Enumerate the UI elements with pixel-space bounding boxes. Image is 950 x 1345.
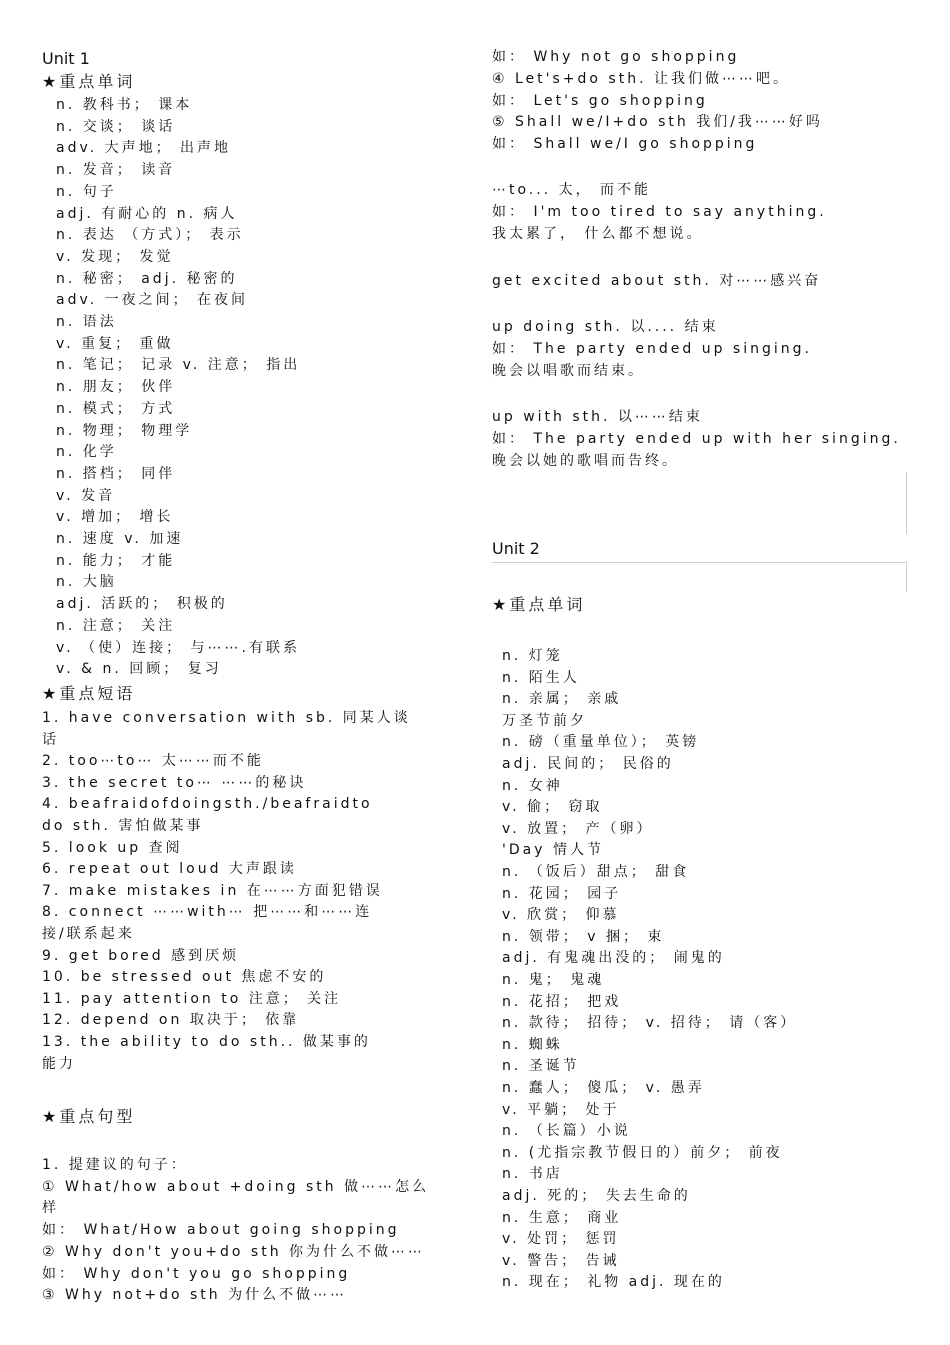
unit-1-phrases-heading: ★重点短语 bbox=[42, 684, 136, 703]
example-line: ④ Let's+do sth. 让我们做⋯⋯吧。 bbox=[492, 70, 790, 87]
vocab-line: n. 能力； 才能 bbox=[56, 552, 176, 569]
vocab-line: n. （长篇）小说 bbox=[502, 1123, 631, 1140]
unit-1-title: Unit 1 bbox=[42, 49, 90, 68]
pattern-line: ③ Why not+do sth 为什么不做⋯⋯ bbox=[42, 1287, 348, 1304]
example-line: 晚会以唱歌而结束。 bbox=[492, 362, 645, 379]
vocab-line: n. 笔记； 记录 v. 注意； 指出 bbox=[56, 357, 301, 374]
vocab-line: v. （使）连接； 与⋯⋯.有联系 bbox=[56, 639, 300, 656]
vocab-line: adj. 死的； 失去生命的 bbox=[502, 1188, 691, 1204]
vocab-line: n. 语法 bbox=[56, 314, 117, 330]
vocab-line: n. 交谈； 谈话 bbox=[56, 118, 176, 135]
phrase-line: 话 bbox=[42, 731, 59, 748]
vocab-line: adj. 活跃的； 积极的 bbox=[56, 596, 228, 613]
vocab-line: n. 化学 bbox=[56, 444, 117, 461]
example-line: 如： The party ended up singing. bbox=[492, 340, 812, 357]
phrase-line: 10. be stressed out 焦虑不安的 bbox=[42, 969, 327, 986]
vocab-line: n. 鬼； 鬼魂 bbox=[502, 972, 605, 988]
example-line: up doing sth. 以.... 结束 bbox=[492, 319, 719, 335]
phrase-line: 8. connect ⋯⋯with⋯ 把⋯⋯和⋯⋯连 bbox=[42, 904, 373, 921]
vocab-line: n. 生意； 商业 bbox=[502, 1209, 622, 1226]
phrase-line: 13. the ability to do sth.. 做某事的 bbox=[42, 1034, 371, 1050]
phrase-line: 1. have conversation with sb. 同某人谈 bbox=[42, 710, 411, 726]
pattern-line: 1. 提建议的句子： bbox=[42, 1157, 188, 1173]
vocab-line: v. 欣赏； 仰慕 bbox=[502, 907, 620, 924]
vocab-line: v. & n. 回顾； 复习 bbox=[56, 661, 222, 678]
vocab-line: 'Day 情人节 bbox=[502, 842, 604, 859]
vocab-line: n. 陌生人 bbox=[502, 669, 580, 686]
example-line: 晚会以她的歌唱而告终。 bbox=[492, 452, 679, 469]
example-line: 我太累了， 什么都不想说。 bbox=[492, 225, 704, 242]
vocab-line: adj. 民间的； 民俗的 bbox=[502, 756, 674, 772]
vocab-line: adv. 大声地； 出声地 bbox=[56, 140, 232, 157]
vocab-line: n. 发音； 读音 bbox=[56, 162, 176, 179]
vocab-line: v. 增加； 增长 bbox=[56, 509, 174, 526]
vocab-line: n. 朋友； 伙伴 bbox=[56, 379, 176, 396]
unit-2-title: Unit 2 bbox=[492, 539, 540, 558]
vocab-line: v. 警告； 告诫 bbox=[502, 1252, 620, 1269]
vocab-line: n. 亲属； 亲戚 bbox=[502, 691, 622, 708]
example-line: ⑤ Shall we/I+do sth 我们/我⋯⋯好吗 bbox=[492, 114, 823, 131]
phrase-line: 接/联系起来 bbox=[42, 926, 135, 942]
example-line: up with sth. 以⋯⋯结束 bbox=[492, 409, 703, 425]
vocab-line: n. 花招； 把戏 bbox=[502, 993, 622, 1010]
vocab-line: n. 灯笼 bbox=[502, 648, 563, 664]
vocab-line: adv. 一夜之间； 在夜间 bbox=[56, 292, 249, 309]
pattern-line: 如： Why don't you go shopping bbox=[42, 1265, 351, 1282]
vocab-line: n. 注意； 关注 bbox=[56, 617, 176, 634]
vocab-line: v. 发音 bbox=[56, 487, 116, 504]
pattern-line: ① What/how about +doing sth 做⋯⋯怎么 bbox=[42, 1178, 430, 1195]
unit-2-words-heading: ★重点单词 bbox=[492, 595, 586, 614]
vocab-line: n. 花园； 园子 bbox=[502, 885, 622, 902]
vocab-line: v. 处罚； 惩罚 bbox=[502, 1231, 620, 1248]
vocab-line: n. (尤指宗教节假日的）前夕； 前夜 bbox=[502, 1144, 783, 1161]
vocab-line: n. 书店 bbox=[502, 1166, 563, 1183]
phrase-line: 12. depend on 取决于； 依靠 bbox=[42, 1012, 300, 1029]
example-line: 如： Let's go shopping bbox=[492, 92, 708, 109]
phrase-line: 6. repeat out loud 大声跟读 bbox=[42, 861, 297, 878]
example-line: 如： Why not go shopping bbox=[492, 49, 740, 65]
unit-2-divider bbox=[492, 562, 907, 563]
vocab-line: n. 模式； 方式 bbox=[56, 400, 176, 417]
vocab-line: 万圣节前夕 bbox=[502, 712, 587, 729]
vocab-line: v. 放置； 产（卵） bbox=[502, 820, 654, 837]
phrase-line: 2. too⋯to⋯ 太⋯⋯而不能 bbox=[42, 753, 264, 770]
vocab-line: n. 领带； v 捆； 束 bbox=[502, 928, 665, 945]
vocab-line: n. （饭后）甜点； 甜食 bbox=[502, 864, 690, 880]
example-line: 如： The party ended up with her singing. bbox=[492, 430, 901, 447]
phrase-line: 11. pay attention to 注意； 关注 bbox=[42, 990, 342, 1007]
vocab-line: n. 蜘蛛 bbox=[502, 1036, 563, 1053]
phrase-line: 9. get bored 感到厌烦 bbox=[42, 947, 240, 964]
phrase-line: 7. make mistakes in 在⋯⋯方面犯错误 bbox=[42, 882, 383, 899]
unit-1-patterns-heading: ★重点句型 bbox=[42, 1107, 136, 1126]
vocab-line: v. 偷； 窃取 bbox=[502, 799, 603, 816]
pattern-line: ② Why don't you+do sth 你为什么不做⋯⋯ bbox=[42, 1243, 426, 1260]
pattern-line: 样 bbox=[42, 1200, 59, 1217]
vocab-line: n. 圣诞节 bbox=[502, 1058, 580, 1075]
example-line: 如： I'm too tired to say anything. bbox=[492, 203, 827, 220]
vocab-line: n. 秘密； adj. 秘密的 bbox=[56, 270, 238, 287]
phrase-line: do sth. 害怕做某事 bbox=[42, 818, 204, 834]
example-line: 如： Shall we/I go shopping bbox=[492, 136, 758, 153]
vocab-line: n. 速度 v. 加速 bbox=[56, 531, 184, 547]
vocab-line: n. 女神 bbox=[502, 777, 563, 794]
example-line: get excited about sth. 对⋯⋯感兴奋 bbox=[492, 273, 822, 289]
vocab-line: n. 搭档； 同伴 bbox=[56, 465, 176, 482]
vocab-line: n. 磅（重量单位）； 英镑 bbox=[502, 734, 700, 751]
vocab-line: n. 现在； 礼物 adj. 现在的 bbox=[502, 1274, 725, 1291]
margin-rule-lower bbox=[906, 562, 907, 592]
pattern-line: 如： What/How about going shopping bbox=[42, 1222, 400, 1239]
vocab-line: n. 款待； 招待； v. 招待； 请（客） bbox=[502, 1015, 798, 1032]
vocab-line: v. 发现； 发觉 bbox=[56, 248, 174, 265]
vocab-line: n. 教科书； 课本 bbox=[56, 97, 193, 113]
phrase-line: 能力 bbox=[42, 1055, 76, 1072]
vocab-line: v. 重复； 重做 bbox=[56, 335, 174, 352]
vocab-line: adj. 有鬼魂出没的； 闹鬼的 bbox=[502, 950, 725, 967]
vocab-line: adj. 有耐心的 n. 病人 bbox=[56, 205, 238, 222]
phrase-line: 5. look up 查阅 bbox=[42, 839, 183, 856]
vocab-line: n. 表达 （方式）； 表示 bbox=[56, 227, 244, 244]
vocab-line: n. 句子 bbox=[56, 183, 117, 200]
vocab-line: v. 平躺； 处于 bbox=[502, 1101, 620, 1118]
vocab-line: n. 蠢人； 傻瓜； v. 愚弄 bbox=[502, 1080, 705, 1096]
vocab-line: n. 大脑 bbox=[56, 574, 117, 591]
phrase-line: 4. beafraidofdoingsth./beafraidto bbox=[42, 796, 373, 813]
vocab-line: n. 物理； 物理学 bbox=[56, 422, 193, 439]
example-line: ⋯to... 太， 而不能 bbox=[492, 182, 652, 198]
unit-1-words-heading: ★重点单词 bbox=[42, 72, 136, 91]
margin-rule-upper bbox=[906, 472, 907, 534]
phrase-line: 3. the secret to⋯ ⋯⋯的秘诀 bbox=[42, 774, 307, 791]
